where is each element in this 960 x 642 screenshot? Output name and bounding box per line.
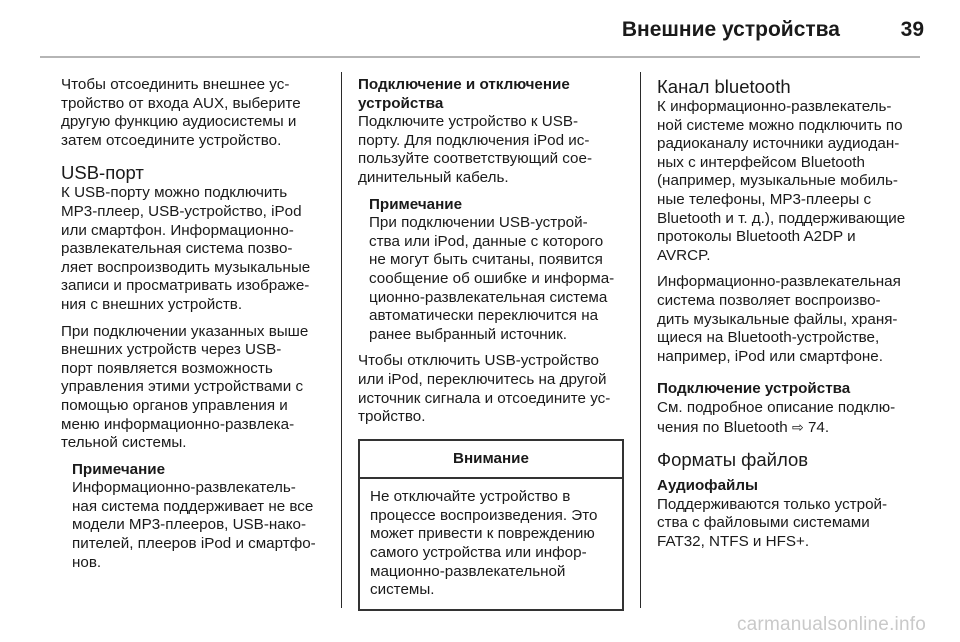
connect-paragraph: Подключите устройство к USB- порту. Для подключения iPod ис- пользуйте соответствующий сое- динительный кабель.: [358, 113, 593, 186]
column-3: [657, 76, 927, 559]
file-formats-heading: Форматы файлов: [657, 449, 809, 471]
note-label: Примечание: [72, 460, 166, 478]
bluetooth-heading: Канал bluetooth: [657, 76, 791, 97]
device-connect-paragraph: [657, 399, 927, 437]
audio-files-paragraph: Поддерживаются только устрой- ства с файловыми системами FAT32, NTFS и HFS+.: [657, 495, 888, 550]
bluetooth-paragraph-1: К информационно-развлекатель- ной системе можно подключить по радиоканалу источники аудиодан- ных с интерфейсом Bluetooth (например, музыкальные мобиль- ные телефоны, MP3-плееры с Bluetooth и т. д.), поддерживающие протоколы Bluetooth A2DP и AVRCP.: [657, 98, 906, 264]
note-text: При подключении USB-устрой- ства или iPod, данные с которого не могут быть считаны, появится сообщение об ошибке и информа- ционно-развлекательная система автоматически переключится на ранее выбранный источник.: [369, 214, 615, 343]
page-reference-arrow-icon[interactable]: ⇨: [791, 418, 804, 435]
audio-files-heading: Аудиофайлы: [657, 477, 758, 495]
page-reference[interactable]: 74.: [807, 418, 830, 436]
note-label: Примечание: [369, 195, 463, 213]
disconnect-paragraph: Чтобы отключить USB-устройство или iPod, переключитесь на другой источник сигнала и отсоедините ус- тройство.: [358, 352, 611, 426]
warning-title: Внимание: [360, 441, 622, 480]
note-block: [72, 461, 327, 573]
usb-paragraph-1: К USB-порту можно подключить MP3-плеер, USB-устройство, iPod или смартфон. Информационно- развлекательная система позво- ляет воспроизводить музыкальные записи и просматривать изображе- ния с внешних устройств.: [61, 184, 311, 313]
note-block: [369, 196, 624, 345]
column-2: [358, 76, 624, 611]
warning-box: [358, 439, 624, 611]
device-connect-heading: Подключение устройства: [657, 380, 851, 398]
bluetooth-paragraph-2: Информационно-развлекательная система позволяет воспроизво- дить музыкальные файлы, храня- щиеся на Bluetooth-устройстве, например, iPod или смартфоне.: [657, 273, 901, 365]
watermark: carmanualsonline.info: [736, 614, 926, 635]
column-divider-2: [640, 72, 641, 608]
column-1: [61, 76, 327, 580]
warning-text: Не отключайте устройство в процессе воспроизведения. Это может привести к повреждению самого устройства или инфор- мационно-развлекательной системы.: [370, 488, 598, 599]
usb-paragraph-2: При подключении указанных выше внешних устройств через USB- порт появляется возможность управления этими устройствами с помощью органов управления и меню информационно-развлека- тельной системы.: [61, 322, 309, 452]
connect-disconnect-heading: Подключение и отключение устройства: [358, 76, 570, 112]
page-number: 39: [900, 18, 924, 41]
column-divider-1: [341, 72, 342, 608]
intro-paragraph: Чтобы отсоединить внешнее ус- тройство от входа AUX, выберите другую функцию аудиосистемы и затем отсоедините устройство.: [61, 76, 301, 149]
page-header-title: Внешние устройства: [621, 18, 840, 41]
device-connect-text: См. подробное описание подклю- чения по Bluetooth: [657, 398, 896, 436]
note-text: Информационно-развлекатель- ная система поддерживает не все модели MP3-плееров, USB-нако- пителей, плееров iPod и смартфо- нов.: [72, 479, 316, 571]
header-rule: [40, 56, 920, 58]
usb-port-heading: USB-порт: [61, 162, 144, 184]
